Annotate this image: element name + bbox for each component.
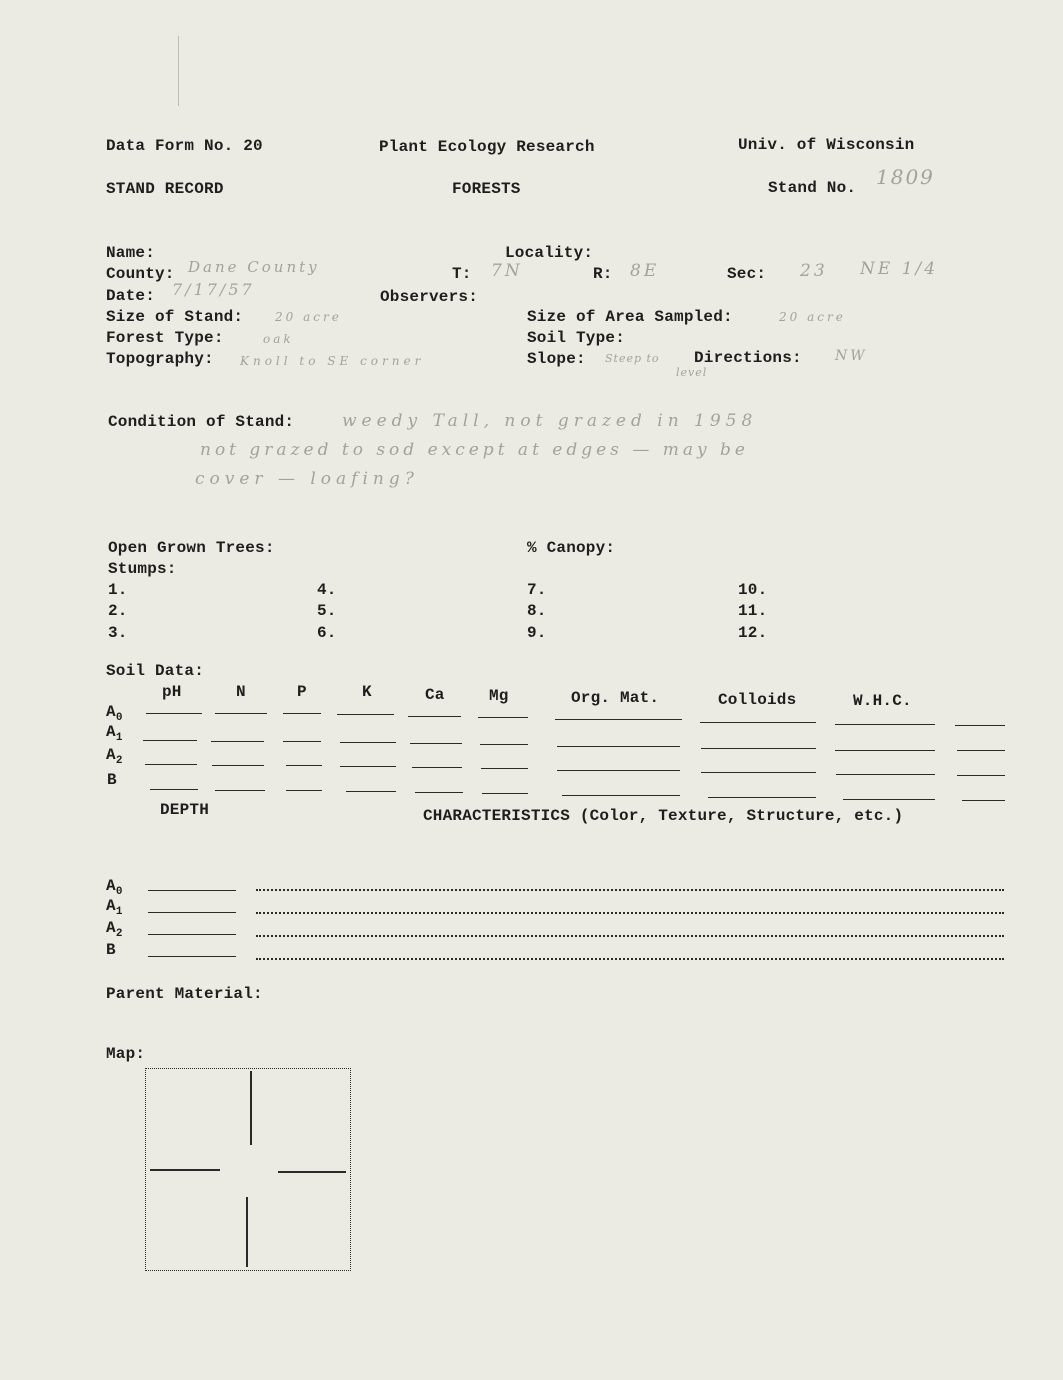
blank-line [835, 724, 935, 725]
directions-value: NW [835, 348, 868, 364]
form-number: Data Form No. 20 [106, 137, 263, 155]
blank-line [480, 744, 528, 745]
blank-line [481, 768, 528, 769]
soil-column-header: P [297, 683, 307, 701]
county-label: County: [106, 265, 175, 283]
blank-line [701, 772, 816, 773]
slope-label: Slope: [527, 350, 586, 368]
size-of-area-sampled-value: 20 acre [779, 310, 846, 324]
blank-line [700, 722, 816, 723]
blank-line [962, 800, 1005, 801]
horizon-label: $A_0$ [106, 877, 123, 898]
name-label: Name: [106, 244, 156, 262]
depth-header: DEPTH [160, 801, 210, 819]
tree-number: 11. [738, 602, 768, 620]
topography-value: Knoll to SE corner [240, 354, 425, 368]
section-label: Sec: [727, 265, 767, 283]
blank-line [286, 790, 322, 791]
depth-blank [148, 956, 236, 957]
directions-label: Directions: [694, 349, 802, 367]
blank-line [835, 750, 935, 751]
soil-column-header: Mg [489, 687, 509, 705]
observers-label: Observers: [380, 288, 479, 306]
condition-label: Condition of Stand: [108, 413, 295, 431]
blank-line [150, 789, 198, 790]
tree-number: 3. [108, 624, 128, 642]
date-label: Date: [106, 287, 156, 305]
blank-line [408, 716, 461, 717]
condition-line-2: not grazed to sod except at edges — may be [200, 440, 749, 460]
county-value: Dane County [188, 258, 320, 276]
horizon-label: $A_2$ [106, 746, 123, 767]
canopy-label: % Canopy: [527, 539, 616, 557]
horizon-label: $A_1$ [106, 897, 123, 918]
soil-column-header: K [362, 683, 372, 701]
horizon-label: B [106, 941, 116, 959]
blank-line [212, 765, 264, 766]
section-value: 23 [800, 261, 828, 281]
range-label: R: [593, 265, 613, 283]
open-grown-trees-label: Open Grown Trees: [108, 539, 275, 557]
tree-number: 7. [527, 581, 547, 599]
depth-blank [148, 890, 236, 891]
size-of-stand-value: 20 acre [275, 310, 342, 324]
blank-line [843, 799, 935, 800]
size-of-area-sampled-label: Size of Area Sampled: [527, 308, 733, 326]
characteristics-blank [256, 912, 1004, 914]
category: FORESTS [452, 180, 521, 198]
map-tick-bottom [246, 1197, 248, 1267]
characteristics-blank [256, 889, 1004, 891]
blank-line [283, 713, 321, 714]
blank-line [955, 725, 1005, 726]
tree-number: 5. [317, 602, 337, 620]
characteristics-blank [256, 958, 1004, 960]
blank-line [557, 746, 680, 747]
blank-line [143, 740, 197, 741]
parent-material-label: Parent Material: [106, 985, 263, 1003]
soil-column-header: Colloids [718, 691, 797, 709]
locality-label: Locality: [505, 244, 594, 262]
township-label: T: [452, 265, 472, 283]
size-of-stand-label: Size of Stand: [106, 308, 244, 326]
soil-column-header: W.H.C. [853, 692, 912, 710]
blank-line [957, 750, 1005, 751]
tree-number: 1. [108, 581, 128, 599]
slope-value-2: level [676, 366, 708, 379]
section-quarter: NE 1/4 [860, 259, 939, 279]
blank-line [286, 765, 322, 766]
soil-column-header: N [236, 683, 246, 701]
record-type: STAND RECORD [106, 180, 224, 198]
horizon-label: $A_0$ [106, 703, 123, 724]
tree-number: 2. [108, 602, 128, 620]
blank-line [410, 743, 462, 744]
slope-value: Steep to [605, 352, 660, 365]
map-label: Map: [106, 1045, 146, 1063]
tree-number: 4. [317, 581, 337, 599]
date-value: 7/17/57 [172, 280, 255, 299]
blank-line [211, 741, 264, 742]
tree-number: 8. [527, 602, 547, 620]
map-tick-right [278, 1171, 346, 1173]
tree-number: 12. [738, 624, 768, 642]
map-tick-left [150, 1169, 220, 1171]
soil-column-header: pH [162, 683, 182, 701]
blank-line [557, 770, 680, 771]
blank-line [415, 792, 463, 793]
topography-label: Topography: [106, 350, 214, 368]
soil-type-label: Soil Type: [527, 329, 626, 347]
paper-crease [178, 36, 179, 106]
soil-data-label: Soil Data: [106, 662, 205, 680]
map-grid [145, 1068, 351, 1271]
tree-number: 10. [738, 581, 768, 599]
blank-line [346, 791, 396, 792]
organization: Plant Ecology Research [379, 138, 595, 156]
depth-blank [148, 934, 236, 935]
horizon-label: B [107, 771, 117, 789]
soil-column-header: Ca [425, 686, 445, 704]
stand-no-value: 1809 [876, 165, 935, 189]
blank-line [340, 742, 396, 743]
horizon-label: $A_1$ [106, 723, 123, 744]
depth-blank [148, 912, 236, 913]
blank-line [957, 775, 1005, 776]
condition-line-3: cover — loafing? [195, 469, 419, 489]
stumps-label: Stumps: [108, 560, 177, 578]
blank-line [562, 795, 680, 796]
blank-line [555, 719, 682, 720]
blank-line [215, 713, 267, 714]
blank-line [836, 774, 935, 775]
blank-line [482, 793, 528, 794]
forest-type-value: oak [263, 332, 294, 346]
blank-line [708, 797, 816, 798]
condition-line-1: weedy Tall, not grazed in 1958 [342, 411, 758, 431]
forest-type-label: Forest Type: [106, 329, 224, 347]
soil-column-header: Org. Mat. [571, 689, 660, 707]
blank-line [283, 741, 321, 742]
map-tick-top [250, 1071, 252, 1145]
range-value: 8E [630, 261, 660, 281]
blank-line [337, 714, 394, 715]
university: Univ. of Wisconsin [738, 136, 915, 154]
horizon-label: $A_2$ [106, 919, 123, 940]
blank-line [215, 790, 265, 791]
blank-line [146, 713, 202, 714]
blank-line [412, 767, 462, 768]
blank-line [701, 748, 816, 749]
characteristics-blank [256, 935, 1004, 937]
blank-line [478, 717, 528, 718]
characteristics-header: CHARACTERISTICS (Color, Texture, Structure, etc.) [423, 807, 904, 825]
tree-number: 9. [527, 624, 547, 642]
stand-no-label: Stand No. [768, 179, 857, 197]
tree-number: 6. [317, 624, 337, 642]
blank-line [145, 764, 197, 765]
blank-line [340, 766, 396, 767]
township-value: 7N [491, 261, 523, 281]
